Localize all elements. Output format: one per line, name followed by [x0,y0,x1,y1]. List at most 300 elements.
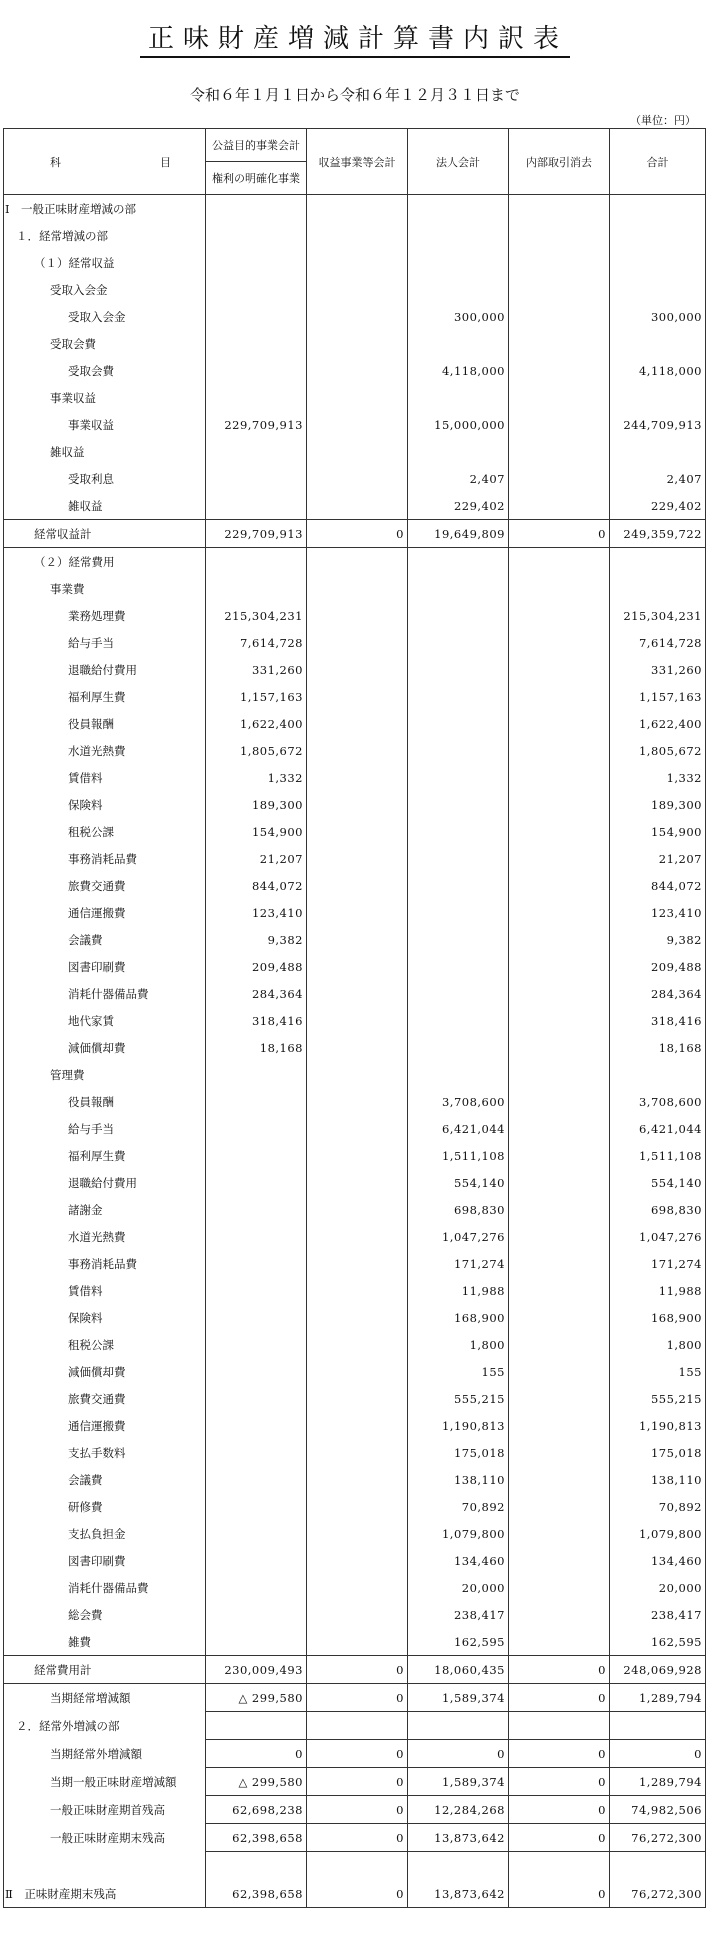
row-label: （１）経常収益 [4,249,206,276]
table-row [4,818,706,845]
cell-value: 4,118,000 [610,357,706,384]
row-label: 会議費 [4,926,206,953]
cell-value [408,575,509,602]
table-row [4,1223,706,1250]
cell-value: 123,410 [610,899,706,926]
row-label: 水道光熱費 [4,737,206,764]
cell-value: 134,460 [408,1547,509,1574]
cell-value: 18,060,435 [408,1656,509,1684]
cell-value [509,953,610,980]
table-row [4,845,706,872]
cell-value [408,818,509,845]
cell-value [509,1466,610,1493]
cell-value [206,1712,307,1740]
cell-value: 0 [206,1740,307,1768]
cell-value [307,683,408,710]
cell-value [206,1277,307,1304]
row-label: 退職給付費用 [4,1169,206,1196]
table-row [4,520,706,548]
table-row [4,1061,706,1088]
cell-value [206,575,307,602]
row-label: 経常収益計 [4,520,206,548]
cell-value: 0 [509,1880,610,1908]
cell-value [509,411,610,438]
cell-value: 3,708,600 [610,1088,706,1115]
table-row [4,1142,706,1169]
row-label: 事業収益 [4,384,206,411]
cell-value [610,222,706,249]
cell-value: 1,805,672 [610,737,706,764]
cell-value [408,249,509,276]
cell-value [509,845,610,872]
cell-value: 2,407 [408,465,509,492]
cell-value: 70,892 [610,1493,706,1520]
cell-value [206,1601,307,1628]
cell-value [307,710,408,737]
cell-value: 3,708,600 [408,1088,509,1115]
statement-table [3,128,706,1908]
cell-value: 554,140 [610,1169,706,1196]
cell-value [307,492,408,520]
cell-value: 21,207 [610,845,706,872]
cell-value: 70,892 [408,1493,509,1520]
table-row [4,1493,706,1520]
row-label: 給与手当 [4,1115,206,1142]
table-row [4,1007,706,1034]
cell-value [408,791,509,818]
cell-value [610,1061,706,1088]
cell-value [408,384,509,411]
cell-value [408,602,509,629]
cell-value: 229,709,913 [206,411,307,438]
cell-value [610,384,706,411]
cell-value [408,1061,509,1088]
cell-value [509,1852,610,1881]
cell-value [509,791,610,818]
cell-value: 21,207 [206,845,307,872]
table-row [4,1520,706,1547]
cell-value [408,1712,509,1740]
cell-value [307,330,408,357]
unit-note: （単位：円） [630,114,696,127]
cell-value: 9,382 [610,926,706,953]
header-kamoku [4,129,206,195]
row-label: 役員報酬 [4,710,206,737]
table-row [4,330,706,357]
cell-value [206,1385,307,1412]
cell-value [307,1115,408,1142]
cell-value: 155 [408,1358,509,1385]
header-profit-business: 収益事業等会計 [307,129,408,195]
cell-value [509,1061,610,1088]
row-label: 給与手当 [4,629,206,656]
cell-value [610,548,706,576]
table-row [4,1740,706,1768]
table-row [4,1574,706,1601]
cell-value: 248,069,928 [610,1656,706,1684]
cell-value [408,710,509,737]
row-label [4,1852,206,1881]
cell-value [307,737,408,764]
table-row [4,710,706,737]
cell-value [610,575,706,602]
row-label: 一般正味財産期首残高 [4,1796,206,1824]
cell-value [307,1385,408,1412]
table-row [4,548,706,576]
row-label: 管理費 [4,1061,206,1088]
cell-value [408,330,509,357]
header-total: 合計 [610,129,706,195]
cell-value: 1,622,400 [206,710,307,737]
table-row [4,1684,706,1712]
table-row [4,791,706,818]
cell-value: 0 [509,520,610,548]
row-label: 福利厚生費 [4,683,206,710]
cell-value: 7,614,728 [610,629,706,656]
cell-value: 19,649,809 [408,520,509,548]
table-row [4,1656,706,1684]
cell-value [307,1196,408,1223]
row-label: 当期一般正味財産増減額 [4,1768,206,1796]
table-row [4,1331,706,1358]
cell-value [408,1852,509,1881]
table-row [4,195,706,223]
table-row [4,438,706,465]
row-label: ２．経常外増減の部 [4,1712,206,1740]
cell-value [307,1223,408,1250]
cell-value: 0 [307,1768,408,1796]
cell-value: 13,873,642 [408,1824,509,1852]
table-row [4,980,706,1007]
cell-value [509,1169,610,1196]
table-row [4,1169,706,1196]
row-label: 租税公課 [4,818,206,845]
cell-value [509,1304,610,1331]
row-label: 当期経常外増減額 [4,1740,206,1768]
table-row [4,465,706,492]
cell-value [509,1007,610,1034]
cell-value [206,276,307,303]
cell-value [509,737,610,764]
cell-value: 4,118,000 [408,357,509,384]
cell-value [307,980,408,1007]
cell-value [307,438,408,465]
cell-value: 1,589,374 [408,1768,509,1796]
cell-value: 1,589,374 [408,1684,509,1712]
cell-value [206,1088,307,1115]
cell-value [408,548,509,576]
cell-value: 0 [307,1740,408,1768]
cell-value [307,1169,408,1196]
fiscal-period: 令和６年１月１日から令和６年１２月３１日まで [189,86,520,104]
cell-value: 0 [307,1656,408,1684]
table-row [4,1196,706,1223]
cell-value [307,656,408,683]
cell-value [307,953,408,980]
cell-value [307,1250,408,1277]
cell-value [509,1358,610,1385]
cell-value [307,1412,408,1439]
row-label: 事業費 [4,575,206,602]
cell-value [206,249,307,276]
table-row [4,1385,706,1412]
table-row [4,492,706,520]
cell-value [408,899,509,926]
cell-value [408,629,509,656]
cell-value [206,222,307,249]
cell-value: 62,398,658 [206,1824,307,1852]
cell-value: 20,000 [610,1574,706,1601]
cell-value [408,276,509,303]
cell-value: 284,364 [206,980,307,1007]
cell-value: 74,982,506 [610,1796,706,1824]
row-label: 事業収益 [4,411,206,438]
cell-value [307,1466,408,1493]
cell-value [206,548,307,576]
table-row [4,1796,706,1824]
cell-value: 0 [509,1768,610,1796]
cell-value: 155 [610,1358,706,1385]
cell-value: 238,417 [610,1601,706,1628]
cell-value: 9,382 [206,926,307,953]
cell-value [408,683,509,710]
cell-value [408,222,509,249]
cell-value: 0 [509,1824,610,1852]
cell-value [509,602,610,629]
cell-value [307,1439,408,1466]
cell-value: 0 [307,1824,408,1852]
cell-value: 1,289,794 [610,1684,706,1712]
cell-value [206,465,307,492]
cell-value: 2,407 [610,465,706,492]
cell-value [509,656,610,683]
table-row [4,953,706,980]
cell-value: 318,416 [206,1007,307,1034]
row-label: 役員報酬 [4,1088,206,1115]
row-label: 受取会費 [4,330,206,357]
cell-value [307,575,408,602]
cell-value [307,1852,408,1881]
cell-value: 215,304,231 [206,602,307,629]
cell-value: 1,079,800 [610,1520,706,1547]
cell-value [509,276,610,303]
table-row [4,249,706,276]
table-row [4,1250,706,1277]
header-kamoku-b: 目 [160,155,171,169]
cell-value: 1,511,108 [408,1142,509,1169]
cell-value [206,1628,307,1656]
row-label: 支払手数料 [4,1439,206,1466]
cell-value [509,1547,610,1574]
cell-value [509,330,610,357]
cell-value [206,1061,307,1088]
row-label: 受取会費 [4,357,206,384]
cell-value: 12,284,268 [408,1796,509,1824]
cell-value: 0 [307,1880,408,1908]
cell-value [307,926,408,953]
cell-value: 1,157,163 [610,683,706,710]
cell-value [307,1601,408,1628]
cell-value [408,980,509,1007]
cell-value [206,1574,307,1601]
row-label: 諸謝金 [4,1196,206,1223]
cell-value [509,195,610,223]
row-label: 当期経常増減額 [4,1684,206,1712]
document-title [0,18,710,55]
cell-value [509,872,610,899]
cell-value [206,1493,307,1520]
cell-value: 1,047,276 [610,1223,706,1250]
cell-value [307,1331,408,1358]
cell-value [408,764,509,791]
row-label: Ⅱ 正味財産期末残高 [4,1880,206,1908]
cell-value: 698,830 [408,1196,509,1223]
cell-value [206,1331,307,1358]
table-row [4,303,706,330]
table-row [4,899,706,926]
cell-value: 554,140 [408,1169,509,1196]
cell-value [307,1520,408,1547]
cell-value [610,1852,706,1881]
cell-value [206,1196,307,1223]
cell-value [307,602,408,629]
cell-value: 209,488 [610,953,706,980]
table-row [4,1466,706,1493]
cell-value: 134,460 [610,1547,706,1574]
cell-value [307,249,408,276]
cell-value [509,1223,610,1250]
cell-value: 1,332 [610,764,706,791]
cell-value [206,438,307,465]
cell-value [408,953,509,980]
cell-value [206,330,307,357]
cell-value: △ 299,580 [206,1684,307,1712]
table-row [4,656,706,683]
table-row [4,1115,706,1142]
row-label: 雑収益 [4,492,206,520]
cell-value [307,1061,408,1088]
cell-value: 171,274 [610,1250,706,1277]
cell-value: 300,000 [408,303,509,330]
cell-value: 76,272,300 [610,1824,706,1852]
cell-value [509,1493,610,1520]
cell-value [509,303,610,330]
cell-value [206,1223,307,1250]
table-row [4,1358,706,1385]
row-label: 減価償却費 [4,1358,206,1385]
cell-value [610,195,706,223]
cell-value [509,1574,610,1601]
cell-value [408,1007,509,1034]
cell-value [307,1712,408,1740]
table-row [4,1712,706,1740]
table-row [4,926,706,953]
header-public-interest: 公益目的事業会計 [206,129,307,162]
row-label: 図書印刷費 [4,1547,206,1574]
cell-value [307,1034,408,1061]
cell-value [509,465,610,492]
header-corporate: 法人会計 [408,129,509,195]
table-row [4,1277,706,1304]
cell-value: 0 [509,1656,610,1684]
cell-value [509,710,610,737]
cell-value [509,764,610,791]
cell-value [307,1493,408,1520]
cell-value: 318,416 [610,1007,706,1034]
cell-value: 0 [509,1684,610,1712]
cell-value [307,465,408,492]
cell-value [509,1088,610,1115]
row-label: 研修費 [4,1493,206,1520]
row-label: （２）経常費用 [4,548,206,576]
cell-value: 331,260 [610,656,706,683]
cell-value [610,330,706,357]
cell-value [206,1142,307,1169]
cell-value [307,276,408,303]
cell-value [509,899,610,926]
table-row [4,575,706,602]
cell-value [307,548,408,576]
cell-value: 698,830 [610,1196,706,1223]
row-label: 旅費交通費 [4,872,206,899]
cell-value [307,845,408,872]
cell-value: 0 [307,520,408,548]
cell-value: 555,215 [610,1385,706,1412]
cell-value [307,1088,408,1115]
cell-value: 18,168 [610,1034,706,1061]
cell-value [509,357,610,384]
cell-value [206,492,307,520]
header-kamoku-a: 科 [50,155,61,169]
row-label: １．経常増減の部 [4,222,206,249]
cell-value [509,575,610,602]
cell-value: 171,274 [408,1250,509,1277]
table-row [4,1768,706,1796]
row-label: 会議費 [4,1466,206,1493]
row-label: 保険料 [4,791,206,818]
row-label: 事務消耗品費 [4,1250,206,1277]
row-label: 福利厚生費 [4,1142,206,1169]
cell-value [307,195,408,223]
cell-value: 162,595 [408,1628,509,1656]
cell-value: 0 [408,1740,509,1768]
row-label: 租税公課 [4,1331,206,1358]
cell-value [307,791,408,818]
cell-value [509,926,610,953]
cell-value [206,1547,307,1574]
cell-value [206,1358,307,1385]
cell-value: 168,900 [610,1304,706,1331]
row-label: 保険料 [4,1304,206,1331]
cell-value [509,1412,610,1439]
row-label: 総会費 [4,1601,206,1628]
cell-value [307,357,408,384]
cell-value [509,1520,610,1547]
row-label: 地代家賃 [4,1007,206,1034]
cell-value [307,411,408,438]
table-row [4,384,706,411]
row-label: 雑収益 [4,438,206,465]
row-label: 消耗什器備品費 [4,1574,206,1601]
cell-value [307,818,408,845]
cell-value [408,195,509,223]
cell-value [509,384,610,411]
cell-value [307,899,408,926]
cell-value [408,926,509,953]
cell-value [509,438,610,465]
table-row [4,764,706,791]
row-label: 受取入会金 [4,276,206,303]
